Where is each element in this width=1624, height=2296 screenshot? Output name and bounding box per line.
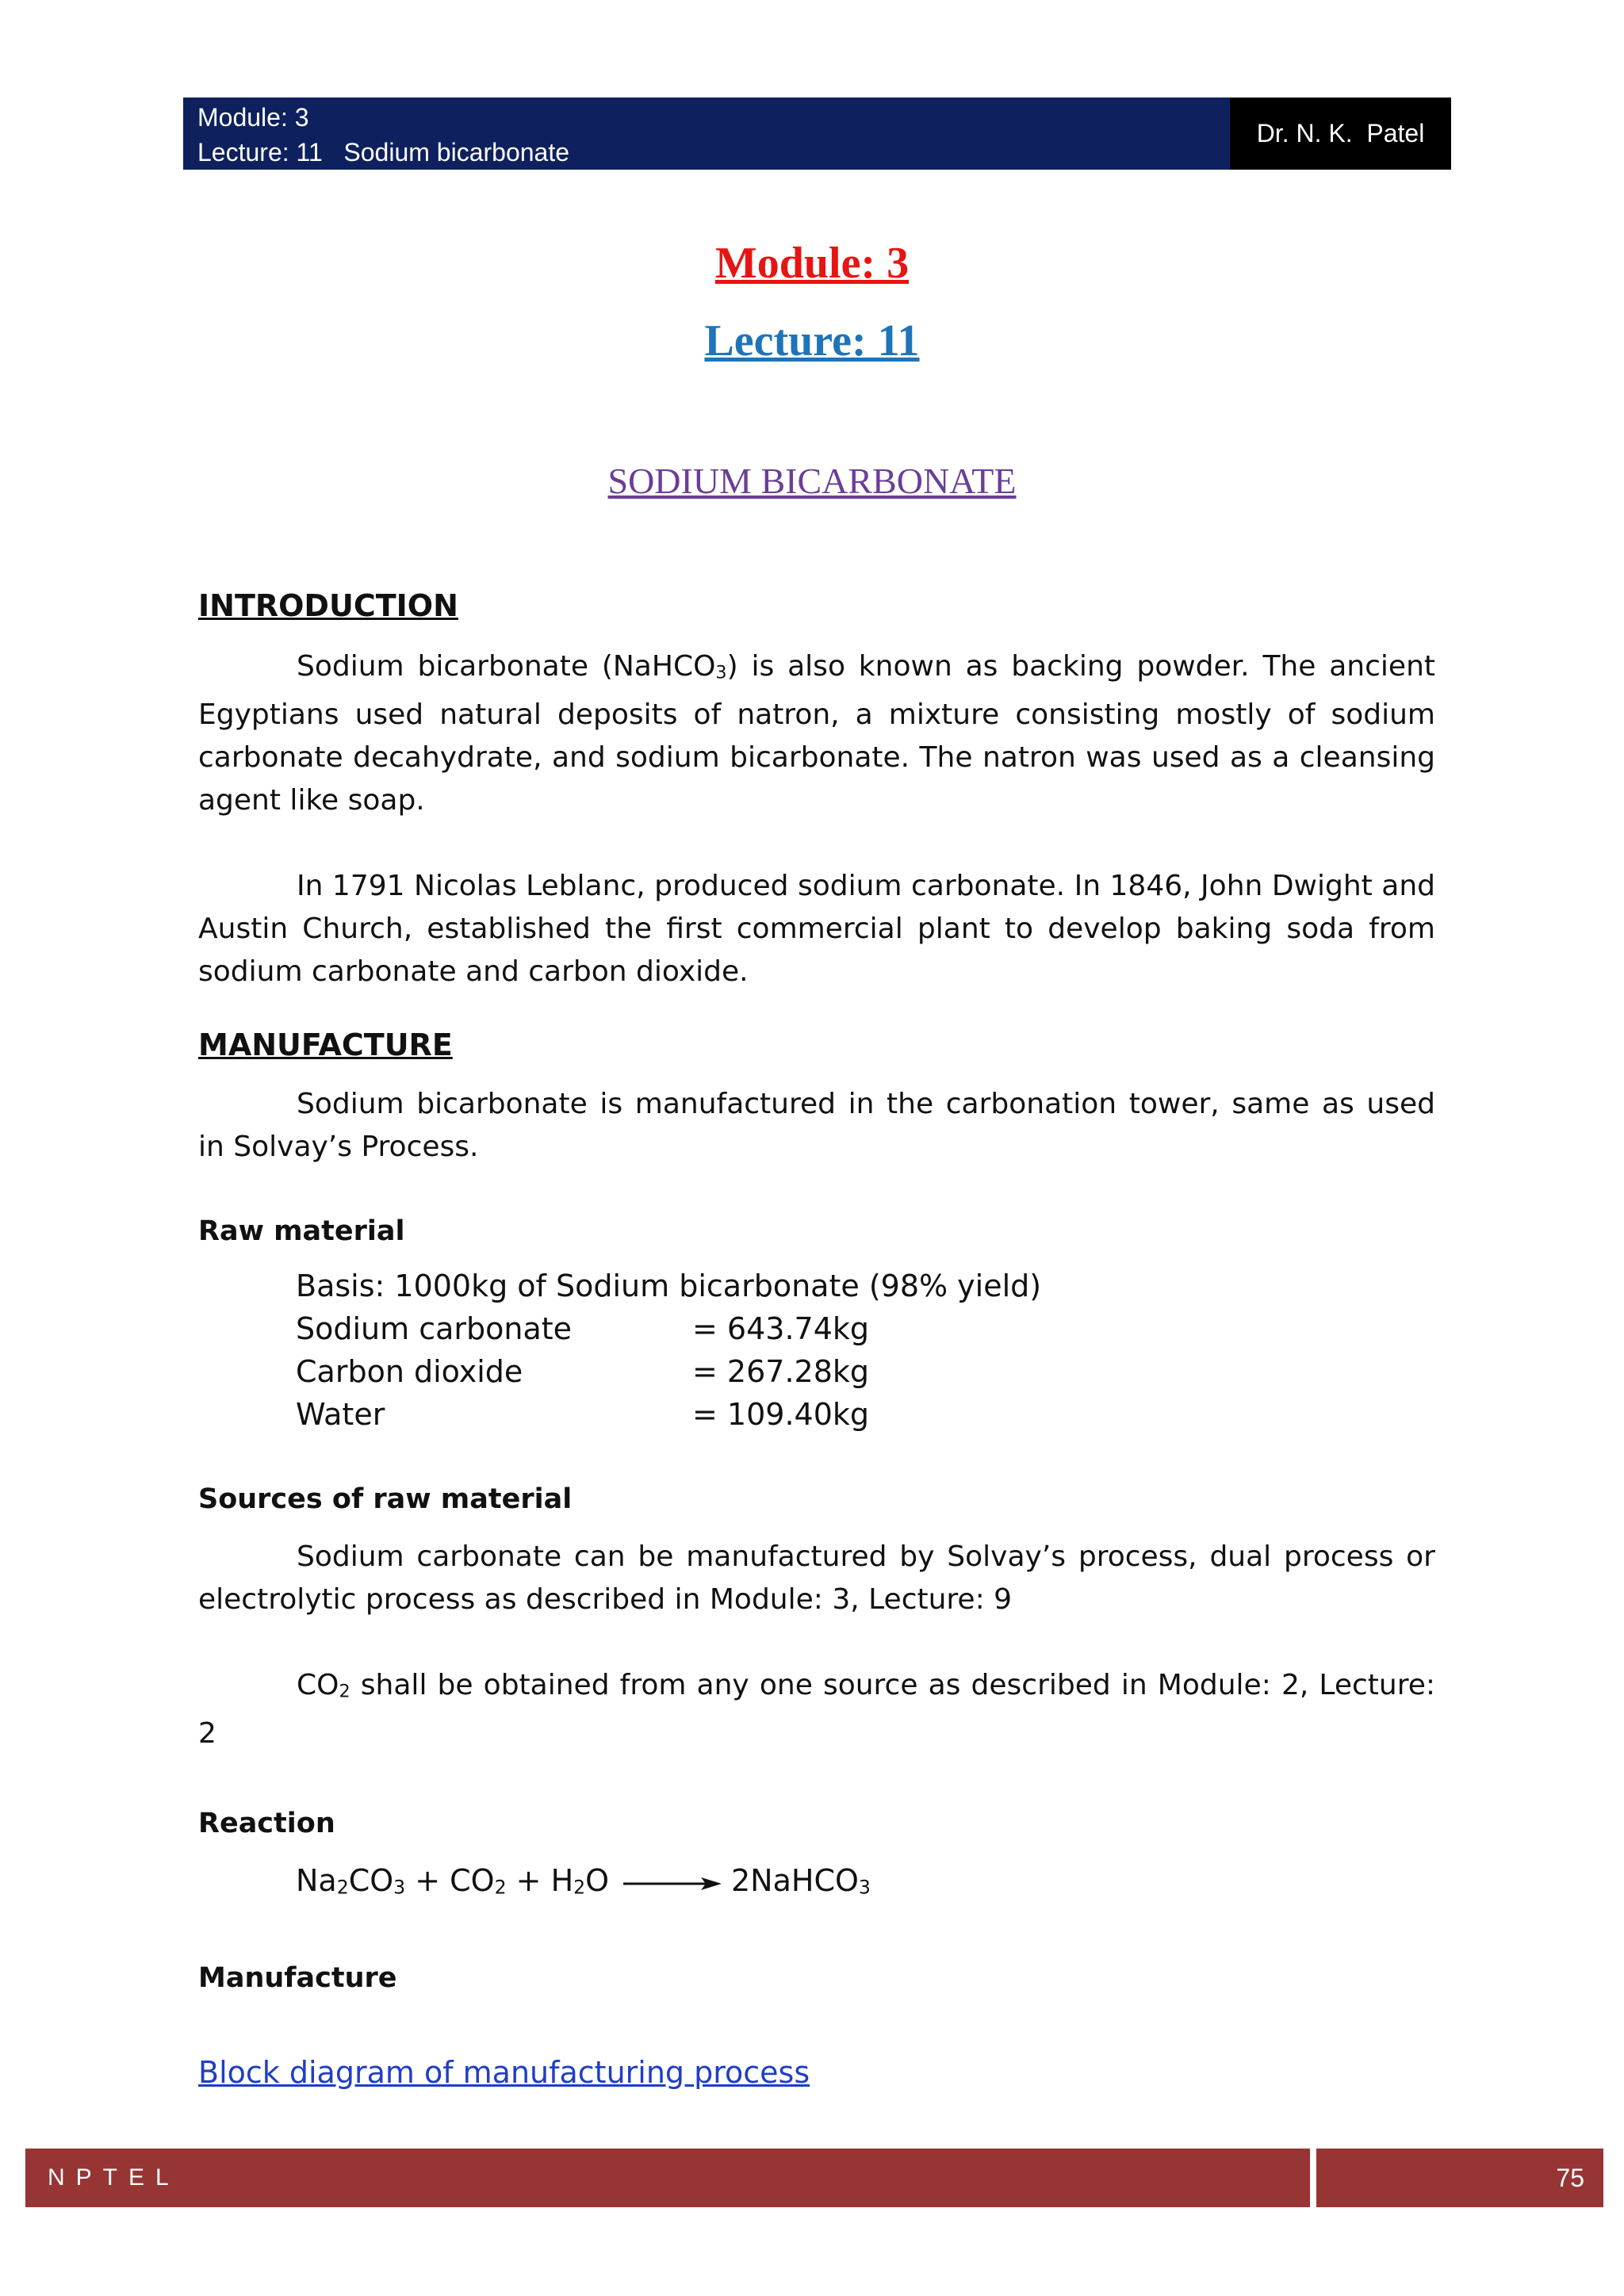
manufacture-paragraph: Sodium bicarbonate is manufactured in the carbonation tower, same as used in Solvay’s Process. [198,1088,1435,1163]
intro-p1-a: Sodium bicarbonate (NaHCO [297,650,716,683]
sources-paragraph-2 [198,1664,1435,1755]
raw-material-row [296,1397,870,1432]
sources-p2-sub: 2 [339,1681,350,1702]
intro-paragraph-2: In 1791 Nicolas Leblanc, produced sodium carbonate. In 1846, John Dwight and Austin Church, established the first commercial plant to develop baking soda from sodium carbonate and carbon dioxide. [198,870,1435,989]
manufacture-subheading: Manufacture [198,1962,397,1994]
equation-term: Na [296,1863,337,1898]
equation-subscript: 2 [336,1876,349,1899]
reaction-arrow-icon [623,1876,722,1892]
sources-heading: Sources of raw material [198,1483,573,1515]
manufacture-heading-text: MANUFACTURE [198,1027,453,1062]
header-lecture: Lecture: 11 Sodium bicarbonate [197,138,570,166]
reaction-rhs-text: 2NaHCO [731,1863,859,1898]
footer-nptel: NPTEL [25,2149,1310,2207]
sources-p2-a: CO [297,1669,339,1701]
intro-p1-sub: 3 [715,662,727,683]
raw-material-heading: Raw material [198,1215,405,1247]
raw-material-value: = 643.74kg [692,1311,870,1346]
equation-subscript: 2 [573,1876,586,1899]
sources-paragraph-1: Sodium carbonate can be manufactured by Solvay’s process, dual process or electrolytic process as described in Module: 3, Lecture: 9 [198,1540,1435,1616]
raw-material-basis: Basis: 1000kg of Sodium bicarbonate (98% yield) [296,1269,1042,1303]
raw-material-row [296,1354,870,1389]
equation-term: + H [506,1863,574,1898]
running-header [183,98,1230,170]
block-diagram-link[interactable]: Block diagram of manufacturing process [198,2055,810,2090]
raw-material-row [296,1311,870,1346]
topic-title [0,460,1624,502]
introduction-heading-text: INTRODUCTION [198,588,458,623]
lecture-title-text: Lecture: 11 [704,316,920,365]
manufacture-body [198,1083,1435,1169]
introduction-body [198,645,1435,993]
equation-term: + CO [405,1863,495,1898]
lecture-title [0,316,1624,366]
reaction-rhs-sub: 3 [858,1876,871,1899]
intro-p1-b: ) is also known as backing powder. The ancient Egyptians used natural deposits of natron, a mixture consisting mostly of sodium carbonate decahydrate, and sodium bicarbonate. The natron was used as a cleansing agent like soap. [198,650,1435,817]
module-title-text: Module: 3 [714,239,910,288]
author-name: Dr. N. K. Patel [1256,119,1425,147]
raw-material-name: Sodium carbonate [296,1311,573,1346]
equation-term: CO [348,1863,394,1898]
raw-material-name: Water [296,1397,385,1432]
sources-p2-b: shall be obtained from any one source as described in Module: 2, Lecture: 2 [198,1669,1435,1751]
header-author [1230,98,1451,170]
equation-subscript: 2 [494,1876,507,1899]
reaction-rhs [731,1863,871,1899]
raw-material-value: = 267.28kg [692,1354,870,1389]
reaction-lhs [296,1863,609,1899]
module-title [0,238,1624,289]
topic-title-text: SODIUM BICARBONATE [607,461,1017,501]
page-number: 75 [1316,2149,1603,2207]
header-module: Module: 3 [197,103,309,132]
sources-body [198,1536,1435,1755]
intro-paragraph-1 [198,645,1435,822]
manufacture-heading [198,1027,453,1062]
raw-material-value: = 109.40kg [692,1397,870,1432]
equation-term: O [585,1863,610,1898]
introduction-heading [198,588,458,623]
raw-material-name: Carbon dioxide [296,1354,523,1389]
reaction-heading: Reaction [198,1808,335,1839]
equation-subscript: 3 [393,1876,406,1899]
